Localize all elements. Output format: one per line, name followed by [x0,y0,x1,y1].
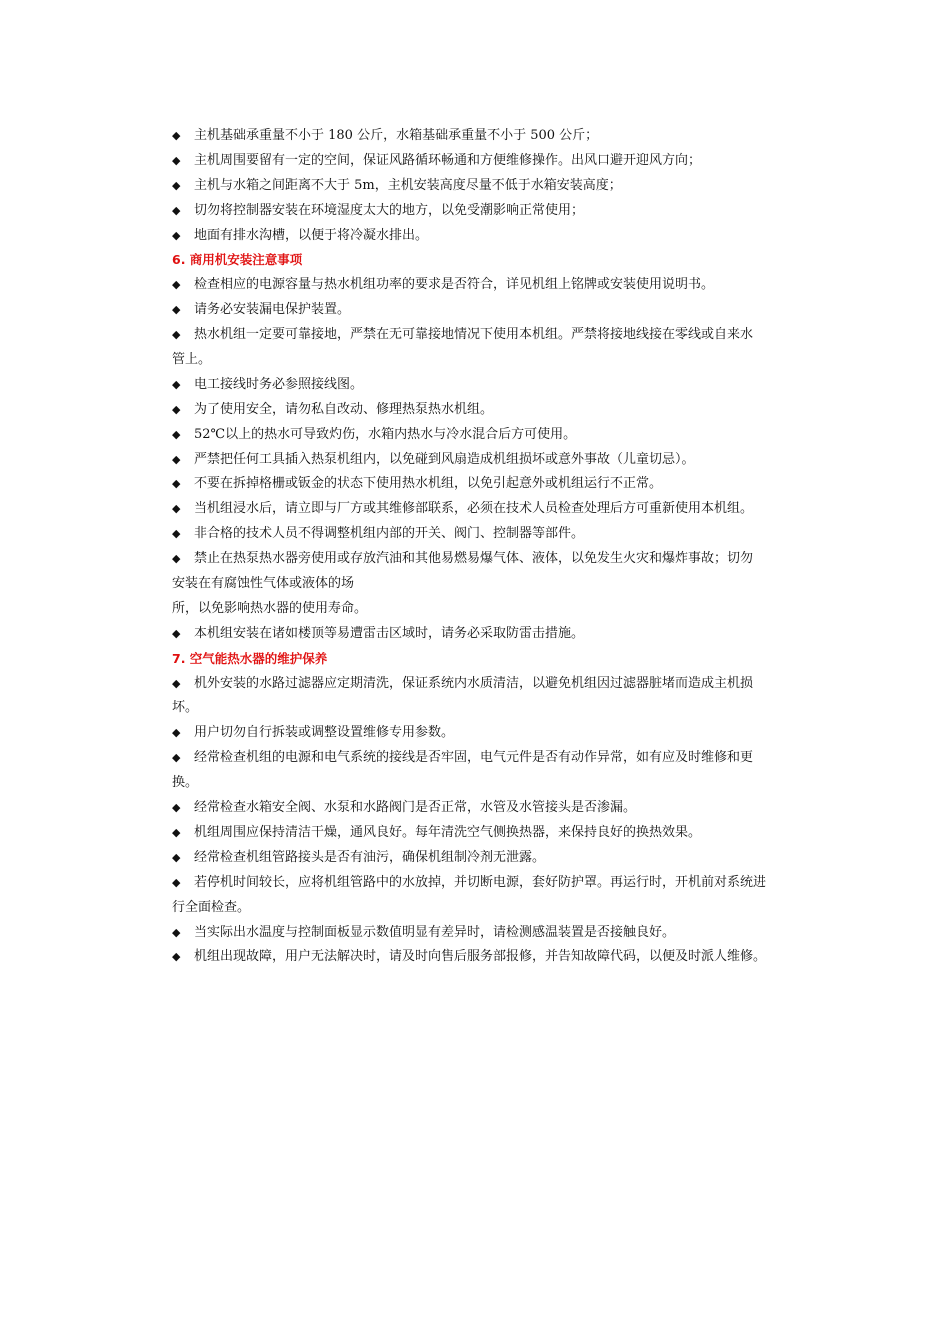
bullet-line [172,149,818,174]
bullet-line [172,224,818,249]
bullet-diamond-icon: ◆ [172,502,181,516]
continuation-line [172,771,818,796]
bullet-diamond-icon: ◆ [172,527,181,541]
list-item-text: 机组出现故障，用户无法解决时，请及时向售后服务部报修，并告知故障代码，以便及时派人维修。 [194,949,767,965]
bullet-line [172,373,818,398]
bullet-line [172,497,818,522]
section-heading: 6. 商用机安装注意事项 [172,252,303,268]
list-item-text: 检查相应的电源容量与热水机组功率的要求是否符合，详见机组上铭牌或安装使用说明书。 [194,277,715,293]
list-item-text: 主机与水箱之间距离不大于 5m，主机安装高度尽量不低于水箱安装高度； [194,177,622,193]
bullet-line [172,871,818,896]
bullet-diamond-icon: ◆ [172,278,181,292]
list-item-text: 换。 [172,775,199,791]
bullet-diamond-icon: ◆ [172,726,181,740]
list-item-text: 当实际出水温度与控制面板显示数值明显有差异时，请检测感温装置是否接触良好。 [194,924,676,940]
list-item-text: 禁止在热泵热水器旁使用或存放汽油和其他易燃易爆气体、液体，以免发生火灾和爆炸事故；切勿 [194,551,754,567]
bullet-diamond-icon: ◆ [172,477,181,491]
bullet-line [172,721,818,746]
bullet-line [172,174,818,199]
bullet-diamond-icon: ◆ [172,129,181,142]
bullet-diamond-icon: ◆ [172,552,181,566]
document-body [172,124,818,970]
bullet-line [172,472,818,497]
bullet-diamond-icon: ◆ [172,178,181,192]
bullet-diamond-icon: ◆ [172,751,181,765]
list-item-text: 请务必安装漏电保护装置。 [194,302,351,318]
bullet-line [172,547,818,572]
bullet-diamond-icon: ◆ [172,328,181,342]
bullet-line [172,448,818,473]
bullet-line [172,945,818,970]
bullet-line [172,273,818,298]
list-item-text: 本机组安装在诸如楼顶等易遭雷击区域时，请务必采取防雷击措施。 [194,625,585,641]
list-item-text: 机外安装的水路过滤器应定期清洗，保证系统内水质清洁，以避免机组因过滤器脏堵而造成主机损 [194,675,754,691]
list-item-text: 地面有排水沟槽，以便于将冷凝水排出。 [194,227,429,243]
bullet-line [172,323,818,348]
bullet-diamond-icon: ◆ [172,925,181,939]
list-item-text: 安装在有腐蚀性气体或液体的场 [172,576,355,592]
bullet-line [172,921,818,946]
list-item-text: 所，以免影响热水器的使用寿命。 [172,600,368,616]
bullet-line [172,522,818,547]
bullet-diamond-icon: ◆ [172,377,181,391]
bullet-diamond-icon: ◆ [172,228,181,242]
list-item-text: 为了使用安全，请勿私自改动、修理热泵热水机组。 [194,401,494,417]
bullet-line [172,821,818,846]
bullet-line [172,298,818,323]
list-item-text: 经常检查机组管路接头是否有油污，确保机组制冷剂无泄露。 [194,849,546,865]
bullet-line [172,746,818,771]
list-item-text: 电工接线时务必参照接线图。 [194,376,364,392]
bullet-line [172,124,818,149]
bullet-diamond-icon: ◆ [172,850,181,864]
section-heading: 7. 空气能热水器的维护保养 [172,650,328,666]
bullet-diamond-icon: ◆ [172,203,181,217]
bullet-diamond-icon: ◆ [172,427,181,441]
list-item-text: 切勿将控制器安装在环境湿度太大的地方，以免受潮影响正常使用； [194,202,585,218]
list-item-text: 非合格的技术人员不得调整机组内部的开关、阀门、控制器等部件。 [194,526,585,542]
list-item-text: 坏。 [172,700,199,716]
list-item-text: 若停机时间较长，应将机组管路中的水放掉，并切断电源，套好防护罩。再运行时，开机前对系统进 [194,874,767,890]
continuation-line [172,896,818,921]
bullet-line [172,796,818,821]
bullet-line [172,423,818,448]
bullet-diamond-icon: ◆ [172,153,181,167]
list-item-text: 机组周围应保持清洁干燥，通风良好。每年清洗空气侧换热器，来保持良好的换热效果。 [194,824,702,840]
list-item-text: 52℃以上的热水可导致灼伤，水箱内热水与冷水混合后方可使用。 [194,426,577,442]
list-item-text: 严禁把任何工具插入热泵机组内，以免碰到风扇造成机组损坏或意外事故（儿童切忌）。 [194,451,695,467]
bullet-diamond-icon: ◆ [172,676,181,690]
continuation-line [172,597,818,622]
bullet-diamond-icon: ◆ [172,452,181,466]
bullet-line [172,846,818,871]
bullet-line [172,672,818,697]
list-item-text: 管上。 [172,352,212,368]
bullet-diamond-icon: ◆ [172,626,181,640]
continuation-line [172,348,818,373]
bullet-diamond-icon: ◆ [172,402,181,416]
list-item-text: 热水机组一定要可靠接地，严禁在无可靠接地情况下使用本机组。严禁将接地线接在零线或自来水 [194,327,754,343]
bullet-diamond-icon: ◆ [172,825,181,839]
list-item-text: 经常检查水箱安全阀、水泵和水路阀门是否正常，水管及水管接头是否渗漏。 [194,800,637,816]
list-item-text: 经常检查机组的电源和电气系统的接线是否牢固，电气元件是否有动作异常，如有应及时维修和更 [194,750,754,766]
bullet-diamond-icon: ◆ [172,950,181,964]
list-item-text: 用户切勿自行拆装或调整设置维修专用参数。 [194,725,455,741]
list-item-text: 当机组浸水后，请立即与厂方或其维修部联系，必须在技术人员检查处理后方可重新使用本机组。 [194,501,754,517]
bullet-diamond-icon: ◆ [172,875,181,889]
continuation-line [172,572,818,597]
list-item-text: 主机基础承重量不小于 180 公斤，水箱基础承重量不小于 500 公斤； [194,128,599,143]
continuation-line [172,696,818,721]
list-item-text: 主机周围要留有一定的空间，保证风路循环畅通和方便维修操作。出风口避开迎风方向； [194,152,702,168]
bullet-line [172,398,818,423]
list-item-text: 不要在拆掉格栅或钣金的状态下使用热水机组，以免引起意外或机组运行不正常。 [194,476,663,492]
list-item-text: 行全面检查。 [172,899,251,915]
bullet-diamond-icon: ◆ [172,801,181,815]
bullet-line [172,199,818,224]
bullet-diamond-icon: ◆ [172,303,181,317]
bullet-line [172,622,818,647]
